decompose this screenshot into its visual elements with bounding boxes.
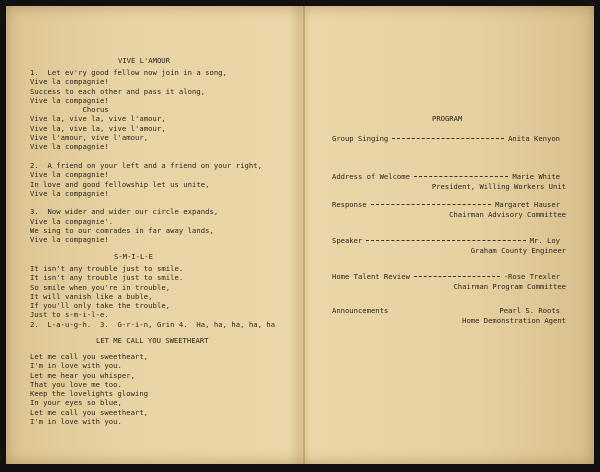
- program-presenter: Marie White: [512, 172, 560, 181]
- lyric-line: Vive l'amour, vive l'amour,: [30, 133, 149, 143]
- lyric-line: Vive la compagnie!: [30, 77, 109, 87]
- lyric-line: 2. L-a-u-g-h. 3. G-r-i-n, Grin 4. Ha, ha, ha, ha, ha: [30, 319, 276, 329]
- lyric-line: 3. Now wider and wider our circle expands,: [30, 207, 219, 217]
- dashed-leader: [414, 176, 509, 177]
- lyric-line: Let me call you sweetheart,: [30, 407, 149, 417]
- lyric-line: Vive la compagnie!: [30, 188, 109, 198]
- lyric-line: If you'll only take the trouble,: [30, 301, 171, 311]
- program-presenter: Anita Kenyon: [508, 134, 560, 143]
- lyric-line: It isn't any trouble just to smile.: [30, 264, 184, 273]
- program-event: Speaker: [332, 236, 363, 245]
- song2-title: S-M-I-L-E: [114, 252, 153, 261]
- lyric-line: Chorus: [30, 105, 109, 115]
- program-event: Response: [332, 200, 367, 209]
- lyric-line: Vive la compagnie!: [30, 142, 109, 152]
- program-role: Chairman Advisory Committee: [449, 210, 566, 219]
- program-role: Chairman Program Committee: [453, 282, 566, 291]
- program-role: Home Demonstration Agent: [462, 316, 566, 325]
- lyric-line: [30, 152, 262, 161]
- lyric-line: 1. Let ev'ry good fellow now join in a song,: [30, 68, 227, 77]
- program-role: President, Willing Workers Unit: [431, 182, 566, 191]
- program-event: Address of Welcome: [332, 172, 410, 181]
- lyric-line: I'm in love with you.: [30, 417, 122, 427]
- lyric-line: I'm in love with you.: [30, 361, 122, 371]
- song2-lyrics: [30, 264, 275, 329]
- dashed-leader: [414, 276, 500, 277]
- program-presenter: Mr. Loy: [529, 236, 560, 245]
- lyric-line: Vive la, vive la, vive l'amour,: [30, 123, 166, 133]
- lyric-line: In your eyes so blue,: [30, 398, 122, 408]
- center-fold: [303, 6, 305, 464]
- dashed-leader: [392, 138, 504, 139]
- lyric-line: Keep the lovelights glowing: [30, 389, 149, 399]
- song3-lyrics: [30, 352, 148, 426]
- program-presenter: Pearl S. Roots: [499, 306, 560, 315]
- lyric-line: Vive la compagnie!: [30, 95, 109, 105]
- lyric-line: Just to s-m-i-l-e.: [30, 310, 109, 320]
- lyric-line: Let me hear you whisper,: [30, 370, 136, 380]
- lyric-line: It will vanish like a buble,: [30, 291, 153, 301]
- lyric-line: So smile when you're in trouble,: [30, 282, 171, 292]
- lyric-line: It isn't any trouble just to smile.: [30, 273, 184, 283]
- program-title: PROGRAM: [432, 114, 463, 123]
- lyric-line: [30, 198, 262, 207]
- lyric-line: Success to each other and pass it along,: [30, 86, 206, 96]
- lyric-line: Vive la, vive la, vive l'amour,: [30, 114, 166, 124]
- song1-lyrics: [30, 68, 262, 245]
- program-presenter: -Rose Trexler: [503, 272, 560, 281]
- program-event: Group Singing: [332, 134, 389, 143]
- lyric-line: In love and good fellowship let us unite,: [30, 179, 210, 189]
- lyric-line: Vive la compagnie'.: [30, 216, 114, 226]
- lyric-line: Vive la compagnie!: [30, 170, 109, 180]
- lyric-line: We sing to our comrades in far away lands,: [30, 226, 214, 236]
- dashed-leader: [366, 240, 525, 241]
- program-presenter: Margaret Hauser: [495, 200, 560, 209]
- lyric-line: 2. A friend on your left and a friend on your right,: [30, 160, 262, 170]
- lyric-line: That you love me too.: [30, 379, 122, 389]
- lyric-line: Let me call you sweetheart,: [30, 352, 149, 361]
- dashed-leader: [371, 204, 491, 205]
- program-role: Graham County Engineer: [470, 246, 566, 255]
- lyric-line: Vive la compagnie!: [30, 235, 109, 245]
- program-event: Home Talent Review: [332, 272, 410, 281]
- program-event: Announcements: [332, 306, 389, 315]
- song3-title: LET ME CALL YOU SWEETHEART: [96, 336, 209, 345]
- program-sheet: [6, 6, 594, 464]
- song1-title: VIVE L'AMOUR: [118, 56, 170, 65]
